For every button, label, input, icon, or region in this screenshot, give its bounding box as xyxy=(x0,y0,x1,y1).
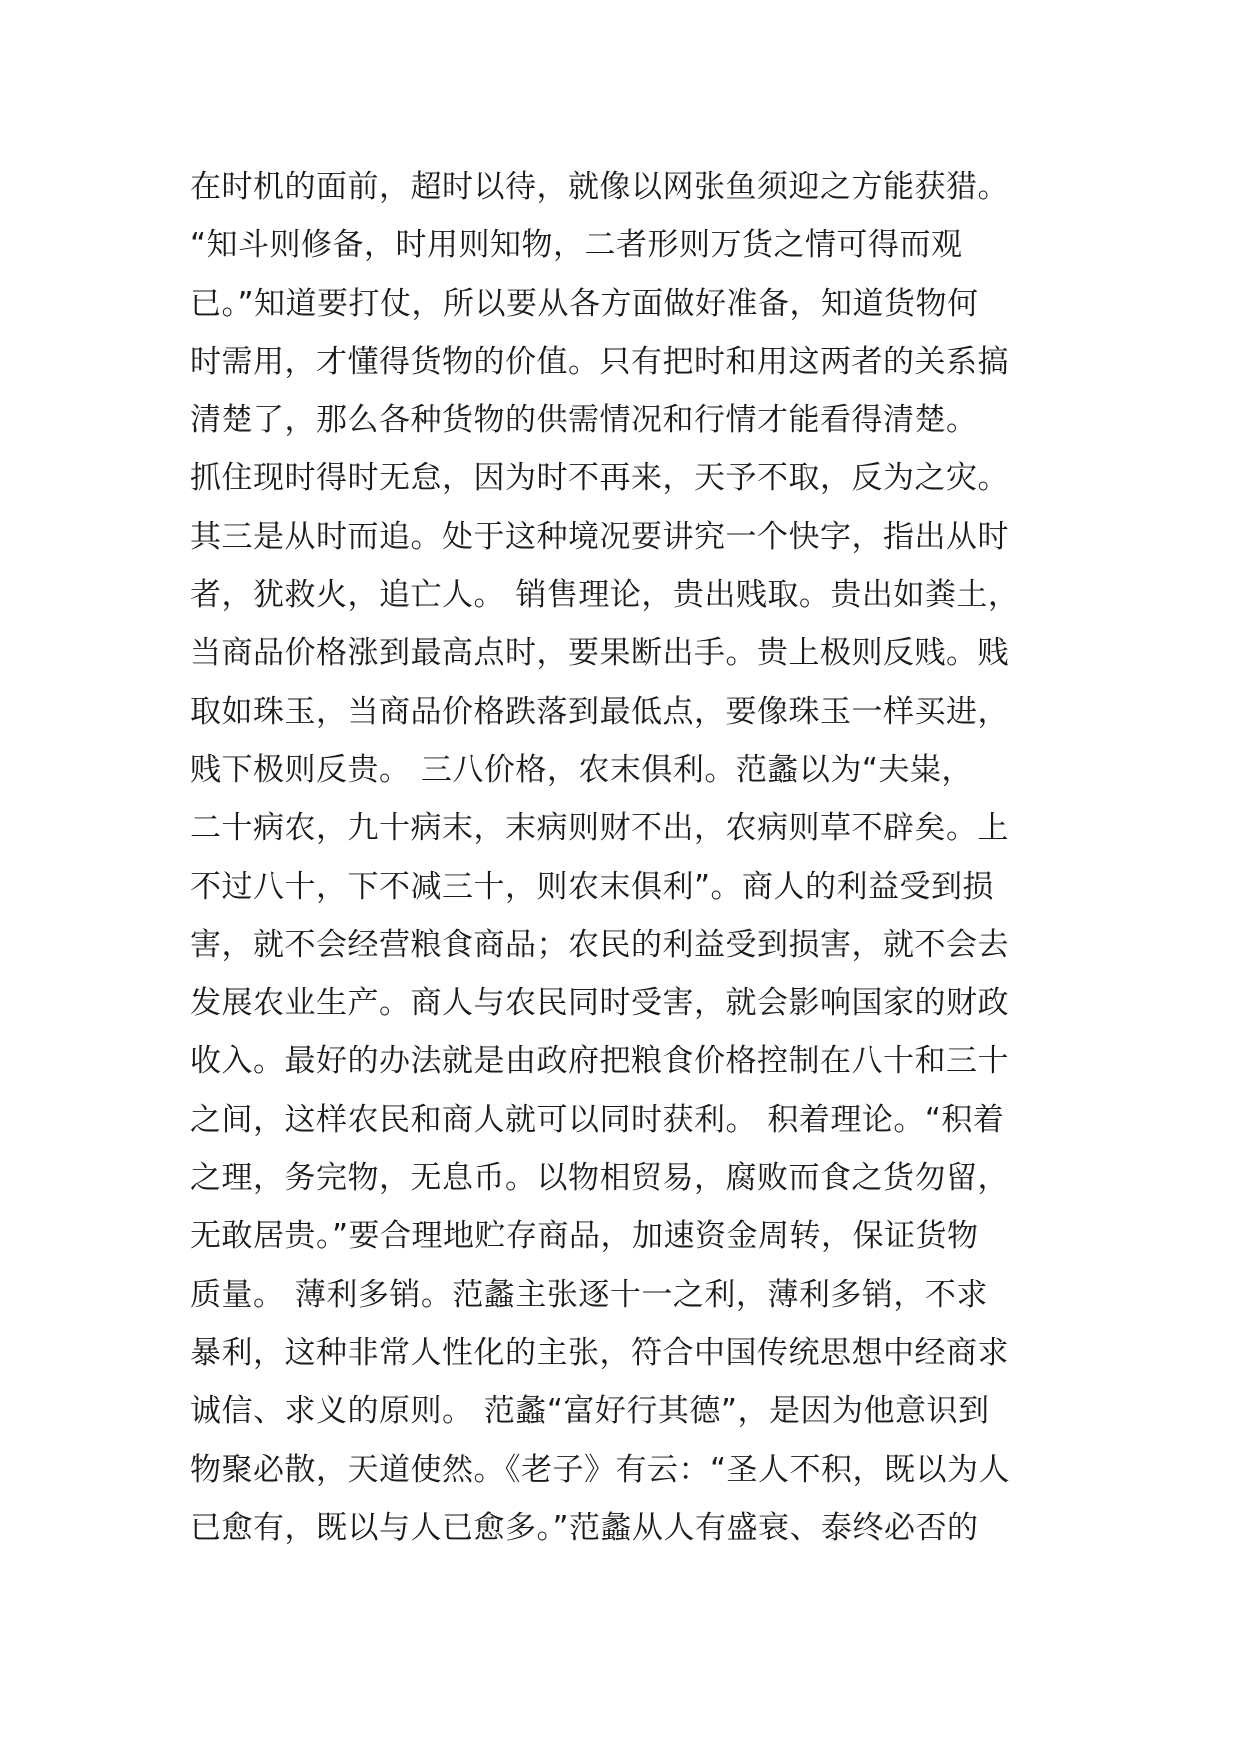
text-line: 物聚必散，天道使然。《老子》有云：“圣人不积，既以为人 xyxy=(190,1451,1011,1488)
text-line: 二十病农，九十病末，末病则财不出，农病则草不辟矣。上 xyxy=(190,810,1009,847)
text-line: 其三是从时而追。处于这种境况要讲究一个快字，指出从时 xyxy=(190,518,1009,555)
text-line: 诚信、求义的原则。 范蠡“富好行其德”，是因为他意识到 xyxy=(190,1393,990,1430)
text-line: 收入。最好的办法就是由政府把粮食价格控制在八十和三十 xyxy=(190,1043,1009,1080)
text-line: 抓住现时得时无怠，因为时不再来，天予不取，反为之灾。 xyxy=(190,460,1009,497)
text-line: 贱下极则反贵。 三八价格，农末俱利。范蠡以为“夫粜， xyxy=(190,751,973,788)
text-line: 取如珠玉，当商品价格跌落到最低点，要像珠玉一样买进， xyxy=(190,693,1009,730)
text-line: 质量。 薄利多销。范蠡主张逐十一之利，薄利多销，不求 xyxy=(190,1276,988,1313)
text-line: 清楚了，那么各种货物的供需情况和行情才能看得清楚。 xyxy=(190,402,978,439)
text-line: 暴利，这种非常人性化的主张，符合中国传统思想中经商求 xyxy=(190,1334,1009,1371)
text-line: 之理，务完物，无息币。以物相贸易，腐败而食之货勿留， xyxy=(190,1160,1009,1197)
text-line: 时需用，才懂得货物的价值。只有把时和用这两者的关系搞 xyxy=(190,343,1009,380)
text-line: 无敢居贵。”要合理地贮存商品，加速资金周转，保证货物 xyxy=(190,1218,979,1255)
text-line: “知斗则修备，时用则知物，二者形则万货之情可得而观 xyxy=(190,227,963,264)
text-line: 不过八十，下不减三十，则农末俱利”。商人的利益受到损 xyxy=(190,868,995,905)
text-line: 发展农业生产。商人与农民同时受害，就会影响国家的财政 xyxy=(190,985,1009,1022)
text-line: 已愈有，既以与人已愈多。”范蠡从人有盛衰、泰终必否的 xyxy=(190,1509,979,1546)
text-line: 在时机的面前，超时以待，就像以网张鱼须迎之方能获猎。 xyxy=(190,169,1009,205)
text-line: 当商品价格涨到最高点时，要果断出手。贵上极则反贱。贱 xyxy=(190,635,1009,672)
body-text xyxy=(190,158,1090,1557)
text-line: 害，就不会经营粮食商品；农民的利益受到损害，就不会去 xyxy=(190,926,1009,963)
text-line: 已。”知道要打仗，所以要从各方面做好准备，知道货物何 xyxy=(190,285,979,322)
text-line: 之间，这样农民和商人就可以同时获利。 积着理论。“积着 xyxy=(190,1101,1005,1138)
text-line: 者，犹救火，追亡人。 销售理论，贵出贱取。贵出如粪土， xyxy=(190,577,1020,614)
